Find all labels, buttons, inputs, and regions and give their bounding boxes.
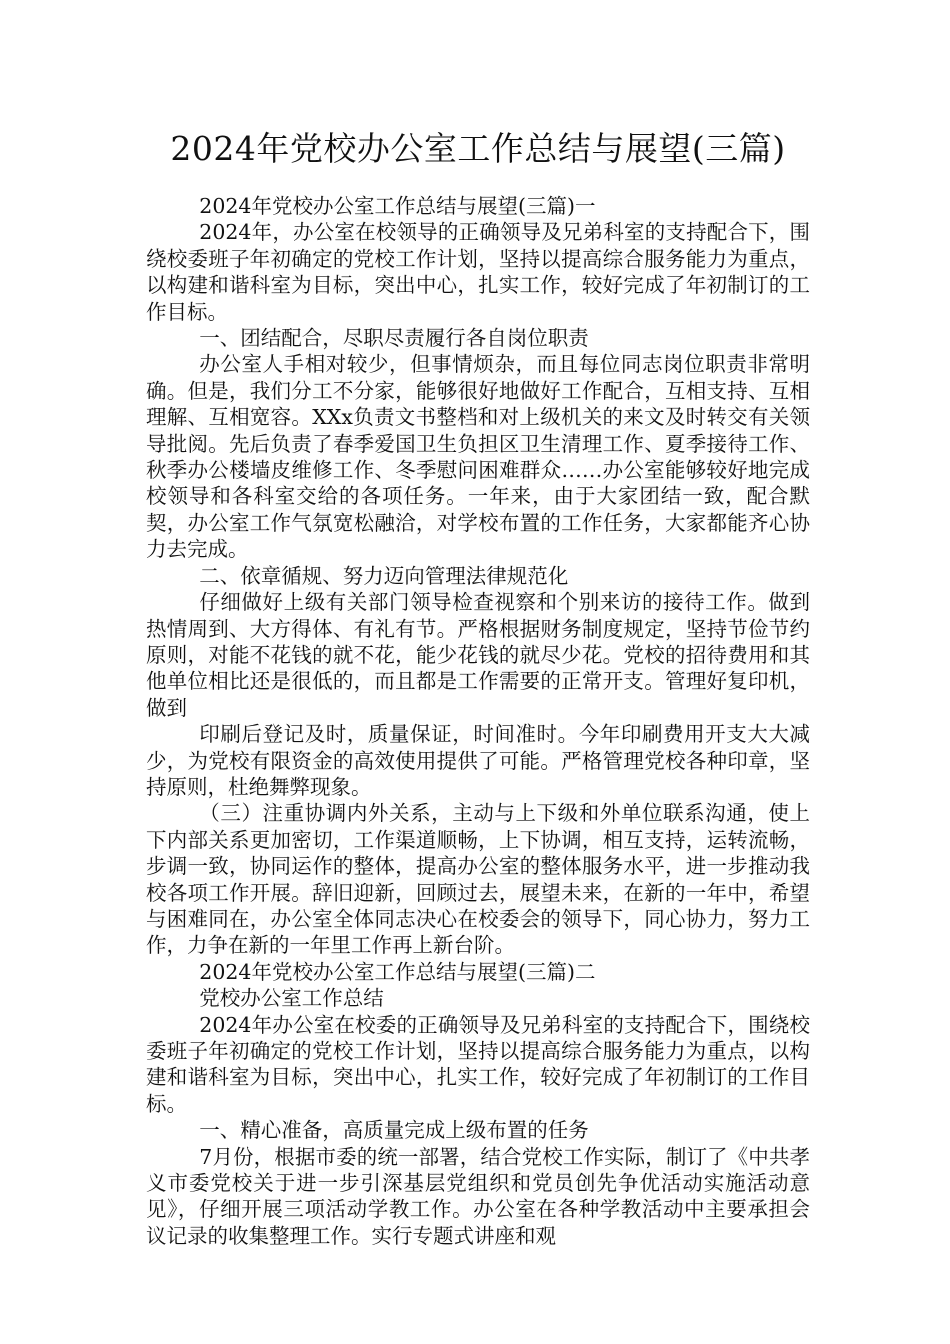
paragraph: （三）注重协调内外关系，主动与上下级和外单位联系沟通，使上下内部关系更加密切，工作渠道顺畅，上下协调，相互支持，运转流畅，步调一致，协同运作的整体，提高办公室的整体服务水平，进一步推动我校各项工作开展。辞旧迎新，回顾过去，展望未来，在新的一年中，希望与困难同在，办公室全体同志决心在校委会的领导下，同心协力，努力工作，力争在新的一年里工作再上新台阶。 bbox=[146, 801, 810, 958]
paragraph: 仔细做好上级有关部门领导检查视察和个别来访的接待工作。做到热情周到、大方得体、有礼有节。严格根据财务制度规定，坚持节俭节约原则，对能不花钱的就不花，能少花钱的就尽少花。党校的招待费用和其他单位相比还是很低的，而且都是工作需要的正常开支。管理好复印机，做到 bbox=[146, 590, 810, 720]
section-heading-1: 2024年党校办公室工作总结与展望(三篇)一 bbox=[199, 194, 596, 218]
subheading: 党校办公室工作总结 bbox=[199, 986, 384, 1011]
subheading: 二、依章循规、努力迈向管理法律规范化 bbox=[199, 563, 569, 588]
paragraph: 2024年，办公室在校领导的正确领导及兄弟科室的支持配合下，围绕校委班子年初确定的党校工作计划，坚持以提高综合服务能力为重点，以构建和谐科室为目标，突出中心，扎实工作，较好完成了年初制订的工作目标。 bbox=[146, 220, 810, 324]
paragraph: 办公室人手相对较少，但事情烦杂，而且每位同志岗位职责非常明确。但是，我们分工不分家，能够很好地做好工作配合，互相支持、互相理解、互相宽容。XXx负责文书整档和对上级机关的来文及时转交有关领导批阅。先后负责了春季爱国卫生负担区卫生清理工作、夏季接待工作、秋季办公楼墙皮维修工作、冬季慰问困难群众……办公室能够较好地完成校领导和各科室交给的各项任务。一年来，由于大家团结一致，配合默契，办公室工作气氛宽松融洽，对学校布置的工作任务，大家都能齐心协力去完成。 bbox=[146, 352, 810, 562]
document-title: 2024年党校办公室工作总结与展望(三篇) bbox=[170, 129, 786, 168]
paragraph: 7月份，根据市委的统一部署，结合党校工作实际，制订了《中共孝义市委党校关于进一步引深基层党组织和党员创先争优活动实施活动意见》，仔细开展三项活动学教工作。办公室在各种学教活动中主要承担会议记录的收集整理工作。实行专题式讲座和观 bbox=[146, 1144, 810, 1248]
paragraph: 2024年办公室在校委的正确领导及兄弟科室的支持配合下，围绕校委班子年初确定的党校工作计划，坚持以提高综合服务能力为重点，以构建和谐科室为目标，突出中心，扎实工作，较好完成了年初制订的工作目标。 bbox=[146, 1012, 810, 1116]
document-body bbox=[146, 193, 810, 1249]
subheading: 一、团结配合，尽职尽责履行各自岗位职责 bbox=[199, 326, 589, 351]
section-heading-2: 2024年党校办公室工作总结与展望(三篇)二 bbox=[199, 959, 596, 984]
subheading: 一、精心准备，高质量完成上级布置的任务 bbox=[199, 1118, 589, 1143]
paragraph: 印刷后登记及时，质量保证，时间准时。今年印刷费用开支大大减少，为党校有限资金的高效使用提供了可能。严格管理党校各种印章，坚持原则，杜绝舞弊现象。 bbox=[146, 722, 810, 799]
